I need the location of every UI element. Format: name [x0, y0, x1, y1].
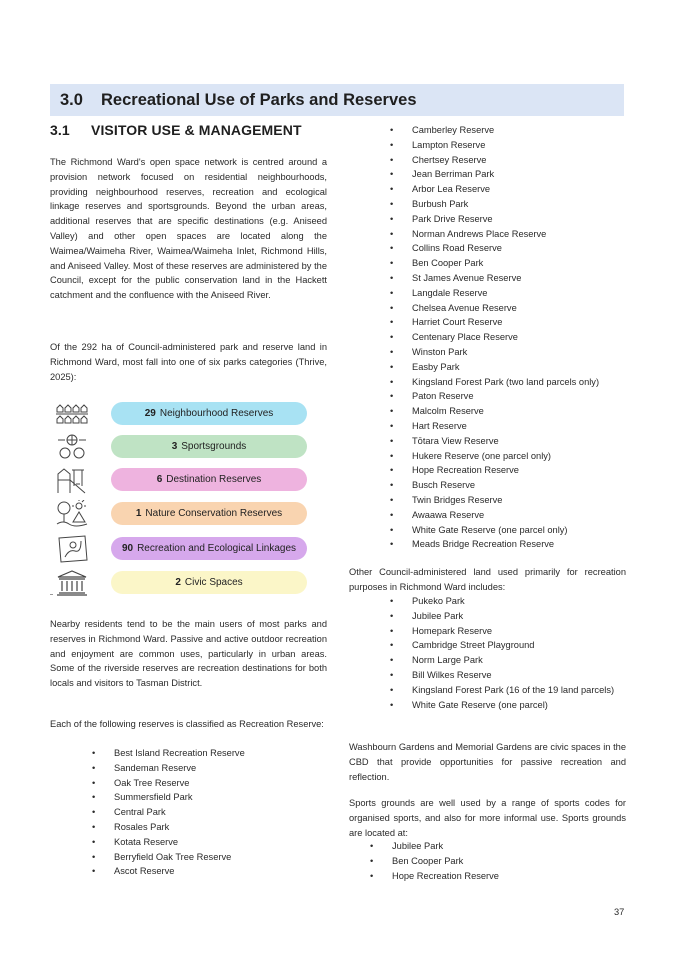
- category-pill: [111, 435, 307, 458]
- list-item: • Park Drive Reserve: [390, 212, 628, 227]
- houses-icon: [55, 400, 89, 428]
- subsection-number: 3.1: [50, 122, 70, 138]
- list-item: • Norm Large Park: [390, 653, 628, 668]
- category-row-sportsgrounds: [55, 435, 315, 459]
- sports-grounds-paragraph: Sports grounds are well used by a range of sports codes for organised sports, and also for more informal use. Sports grounds are located at:: [349, 798, 626, 838]
- list-item: • Pukeko Park: [390, 594, 628, 609]
- users-paragraph: Nearby residents tend to be the main users of most parks and reserves in Richmond Ward. Passive and active outdoor recreation and enjoyment are common uses, particularly in urban areas. Some of the riverside reserves are recreation destinations for both locals and visitors to Tasman District.: [50, 619, 327, 689]
- list-item: • Hope Recreation Reserve: [390, 463, 628, 478]
- category-count: 90: [121, 543, 134, 554]
- recreation-reserve-block: [50, 717, 327, 732]
- category-pill: [111, 502, 307, 525]
- list-item: • Lampton Reserve: [390, 138, 628, 153]
- category-label: Civic Spaces: [184, 577, 243, 588]
- list-item: • Cambridge Street Playground: [390, 638, 628, 653]
- category-label: Destination Reserves: [166, 474, 262, 485]
- list-item: • Tōtara View Reserve: [390, 434, 628, 449]
- list-item: • Homepark Reserve: [390, 624, 628, 639]
- list-item: • Kotata Reserve: [92, 835, 328, 850]
- sports-grounds-list: [370, 839, 628, 883]
- list-item: • Jubilee Park: [370, 839, 628, 854]
- list-item: • Meads Bridge Recreation Reserve: [390, 537, 628, 552]
- list-item: • Easby Park: [390, 360, 628, 375]
- intro-paragraph-block: [50, 155, 327, 303]
- list-item: • Bill Wilkes Reserve: [390, 668, 628, 683]
- list-item: • White Gate Reserve (one parcel only): [390, 523, 628, 538]
- categories-intro-block: [50, 340, 327, 384]
- linkage-map-icon: [55, 535, 89, 563]
- list-item: • Ben Cooper Park: [370, 854, 628, 869]
- section-number: 3.0: [60, 90, 83, 109]
- divider-mark: [50, 594, 53, 595]
- list-item: • Summersfield Park: [92, 790, 328, 805]
- other-land-intro-block: [349, 565, 626, 595]
- list-item: • Collins Road Reserve: [390, 241, 628, 256]
- category-pill: [111, 571, 307, 594]
- list-item: • Ben Cooper Park: [390, 256, 628, 271]
- category-label: Neighbourhood Reserves: [159, 408, 274, 419]
- list-item: • Jubilee Park: [390, 609, 628, 624]
- category-label: Recreation and Ecological Linkages: [137, 543, 297, 554]
- list-item: • Paton Reserve: [390, 389, 628, 404]
- other-land-list: [390, 594, 628, 712]
- list-item: • Centenary Place Reserve: [390, 330, 628, 345]
- subsection-heading: [50, 122, 302, 138]
- playground-icon: [55, 466, 89, 494]
- list-item: • Harriet Court Reserve: [390, 315, 628, 330]
- list-item: • Kingsland Forest Park (two land parcels only): [390, 375, 628, 390]
- list-item: • Kingsland Forest Park (16 of the 19 land parcels): [390, 683, 628, 698]
- list-item: • Ascot Reserve: [92, 864, 328, 879]
- civic-building-icon: [55, 569, 89, 597]
- page-number: 37: [614, 907, 625, 917]
- civic-spaces-paragraph: Washbourn Gardens and Memorial Gardens are civic spaces in the CBD that provide opportunities for passive recreation and reflection.: [349, 742, 626, 782]
- list-item: • Chertsey Reserve: [390, 153, 628, 168]
- list-item: • Langdale Reserve: [390, 286, 628, 301]
- list-item: • Hart Reserve: [390, 419, 628, 434]
- list-item: • Norman Andrews Place Reserve: [390, 227, 628, 242]
- list-item: • White Gate Reserve (one parcel): [390, 698, 628, 713]
- list-item: • Twin Bridges Reserve: [390, 493, 628, 508]
- list-item: • Hope Recreation Reserve: [370, 869, 628, 884]
- category-row-nature: [55, 502, 315, 526]
- list-item: • Sandeman Reserve: [92, 761, 328, 776]
- category-pill: [111, 402, 307, 425]
- users-paragraph-block: [50, 617, 327, 691]
- category-count: 3: [171, 441, 178, 452]
- sports-icon: [55, 433, 89, 461]
- category-count: 29: [144, 408, 156, 419]
- other-land-intro: Other Council-administered land used primarily for recreation purposes in Richmond Ward includes:: [349, 567, 626, 592]
- category-count: 6: [156, 474, 163, 485]
- list-item: • Hukere Reserve (one parcel only): [390, 449, 628, 464]
- intro-paragraph: The Richmond Ward's open space network is centred around a provision network focused on residential neighbourhoods, providing neighbourhood reserves, recreation and ecological linkage reserves and sportsgrounds. Beyond the urban areas, additional reserves that are specific destinations (e.g. Aniseed Valley) and other open spaces are located along the Waimea/Waimeha River, Waimea/Waimeha Inlet, Richmond Hills, and Aniseed Valley. Most of these reserves are administered by the Council, except for the public conservation land in the Hackett catchment and the confluence with the Aniseed River.: [50, 157, 327, 301]
- reserves-list-left: [92, 746, 328, 879]
- list-item: • Busch Reserve: [390, 478, 628, 493]
- list-item: • Burbush Park: [390, 197, 628, 212]
- list-item: • Best Island Recreation Reserve: [92, 746, 328, 761]
- list-item: • Central Park: [92, 805, 328, 820]
- list-item: • Jean Berriman Park: [390, 167, 628, 182]
- category-count: 2: [175, 577, 181, 588]
- sports-grounds-block: [349, 796, 626, 840]
- category-row-neighbourhood: [55, 402, 315, 426]
- list-item: • Arbor Lea Reserve: [390, 182, 628, 197]
- category-pill: [111, 468, 307, 491]
- category-row-destination: [55, 468, 315, 492]
- category-row-civic: [55, 571, 315, 595]
- list-item: • Berryfield Oak Tree Reserve: [92, 850, 328, 865]
- civic-spaces-block: [349, 740, 626, 784]
- nature-icon: [55, 500, 89, 528]
- list-item: • Camberley Reserve: [390, 123, 628, 138]
- list-item: • Winston Park: [390, 345, 628, 360]
- list-item: • Oak Tree Reserve: [92, 776, 328, 791]
- category-pill: [111, 537, 307, 560]
- list-item: • Awaawa Reserve: [390, 508, 628, 523]
- list-item: • Chelsea Avenue Reserve: [390, 301, 628, 316]
- subsection-title: VISITOR USE & MANAGEMENT: [91, 122, 302, 138]
- category-label: Nature Conservation Reserves: [145, 508, 283, 519]
- reserves-list-right: [390, 123, 628, 552]
- list-item: • St James Avenue Reserve: [390, 271, 628, 286]
- list-item: • Malcolm Reserve: [390, 404, 628, 419]
- category-row-linkages: [55, 537, 315, 561]
- recreation-reserve-intro: Each of the following reserves is classified as Recreation Reserve:: [50, 719, 324, 729]
- category-count: 1: [135, 508, 142, 519]
- categories-intro-paragraph: Of the 292 ha of Council-administered park and reserve land in Richmond Ward, most fall into one of six parks categories (Thrive, 2025):: [50, 342, 327, 382]
- list-item: • Rosales Park: [92, 820, 328, 835]
- category-label: Sportsgrounds: [181, 441, 247, 452]
- section-heading-banner: [50, 84, 624, 116]
- section-title: Recreational Use of Parks and Reserves: [101, 90, 417, 109]
